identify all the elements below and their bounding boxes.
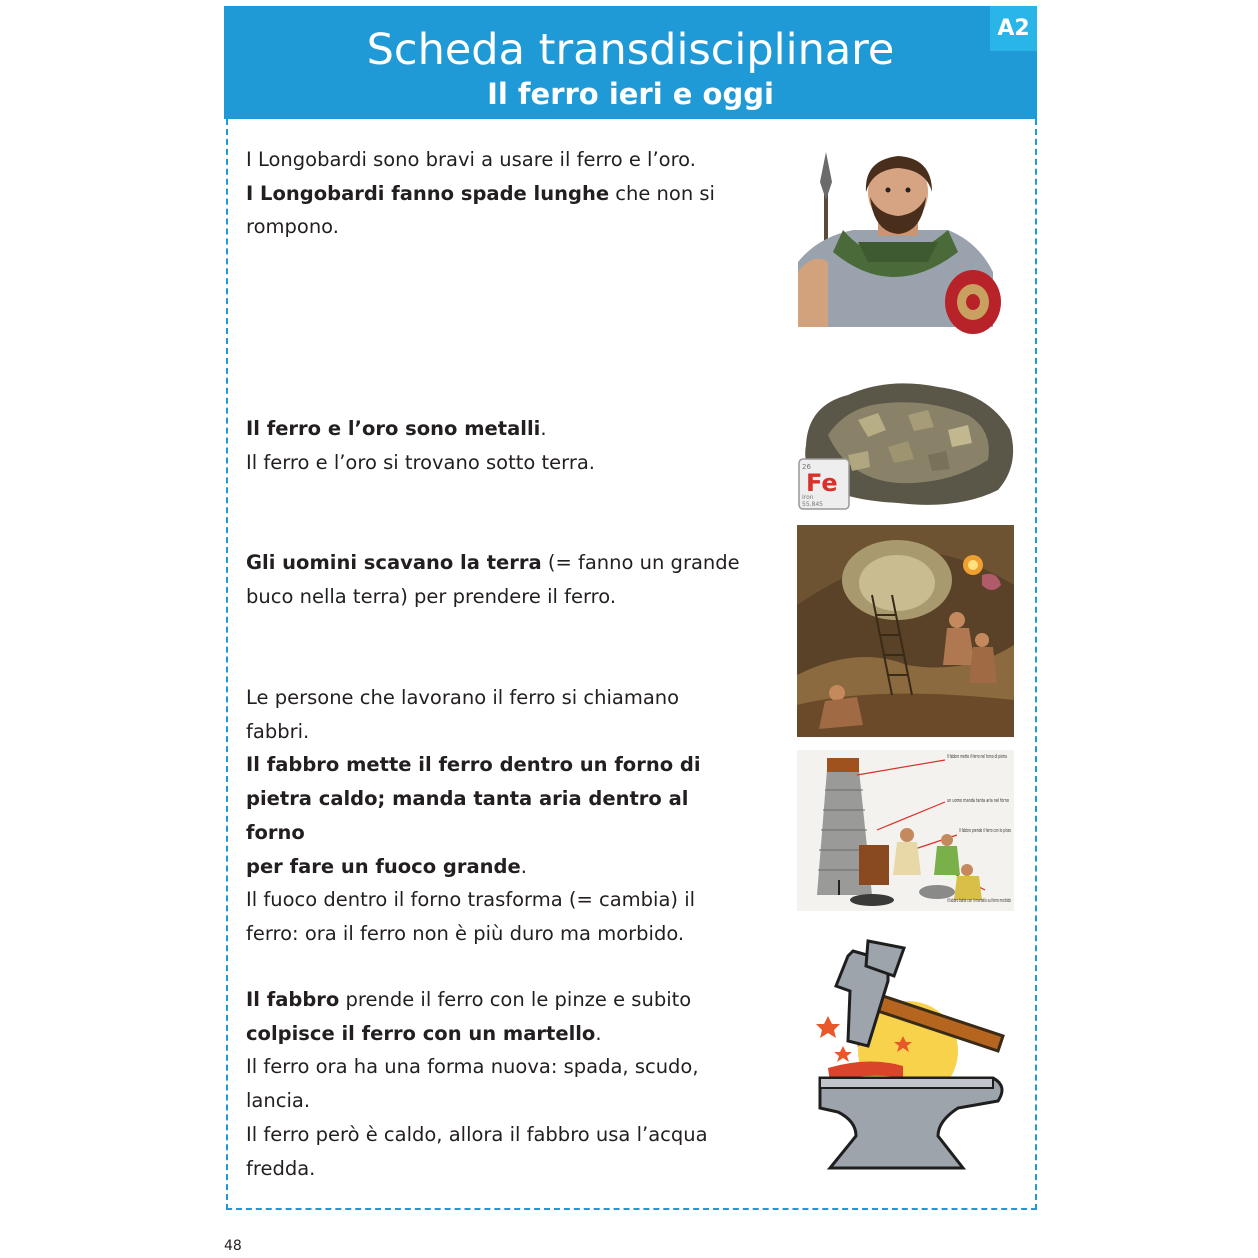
text-line: I Longobardi sono bravi a usare il ferro e l’oro.: [246, 148, 696, 171]
text-line: Il ferro e l’oro si trovano sotto terra.: [246, 450, 595, 474]
furnace-label: Il fabbro mette il ferro nel forno di pietra: [947, 754, 1007, 760]
text-line: lancia.: [246, 1089, 311, 1113]
furnace-label: un uomo manda tanta aria nel forno: [947, 798, 1009, 804]
text-line: pietra caldo; manda tanta aria dentro al forno: [246, 787, 689, 844]
text-line: Il ferro ora ha una forma nuova: spada, scudo,: [246, 1055, 699, 1079]
text-line: Il fabbro prende il ferro con le pinze e subito: [246, 988, 692, 1011]
text-line: fredda.: [246, 1156, 316, 1180]
iron-ore-image: [798, 375, 1020, 513]
element-mass: 55.845: [802, 501, 823, 508]
hammer-anvil-image: [808, 936, 1014, 1176]
furnace-diagram-image: [797, 750, 1014, 911]
mine-scene-image: [797, 525, 1014, 737]
page-number: 48: [224, 1238, 242, 1254]
text-line: Le persone che lavorano il ferro si chiamano: [246, 686, 680, 709]
text-line: ferro: ora il ferro non è più duro ma morbido.: [246, 921, 685, 945]
text-line: Il ferro però è caldo, allora il fabbro usa l’acqua: [246, 1122, 708, 1146]
paragraph-martello: [246, 983, 746, 1185]
text-line: Il ferro e l’oro sono metalli.: [246, 417, 547, 440]
element-symbol: Fe: [806, 469, 838, 497]
text-line: colpisce il ferro con un martello.: [246, 1021, 602, 1045]
text-line: rompono.: [246, 215, 339, 239]
text-line: fabbri.: [246, 719, 310, 743]
text-line: buco nella terra) per prendere il ferro.: [246, 584, 617, 608]
text-line: I Longobardi fanno spade lunghe che non si: [246, 181, 715, 205]
paragraph-fabbri: [246, 681, 746, 951]
page-title: Scheda transdisciplinare: [366, 25, 895, 75]
paragraph-metalli: [246, 412, 746, 479]
text-line: per fare un fuoco grande.: [246, 854, 527, 878]
text-line: Il fabbro mette il ferro dentro un forno di: [246, 753, 701, 777]
text-line: Il fuoco dentro il forno trasforma (= cambia) il: [246, 888, 696, 912]
page-subtitle: Il ferro ieri e oggi: [487, 77, 774, 111]
text-line: Gli uomini scavano la terra (= fanno un grande: [246, 551, 740, 574]
element-number: 26: [802, 463, 811, 471]
furnace-label: Il fabbro batte con il martello sul ferro morbido: [947, 898, 1011, 904]
longobard-warrior-image: [798, 152, 1003, 327]
section-badge: A2: [990, 6, 1037, 51]
element-name: Iron: [802, 494, 814, 501]
paragraph-longobardi: [246, 143, 746, 244]
page-header: [224, 6, 1037, 119]
furnace-label: Il fabbro prende il ferro con le pinze: [959, 828, 1011, 834]
paragraph-scavano: [246, 546, 746, 613]
